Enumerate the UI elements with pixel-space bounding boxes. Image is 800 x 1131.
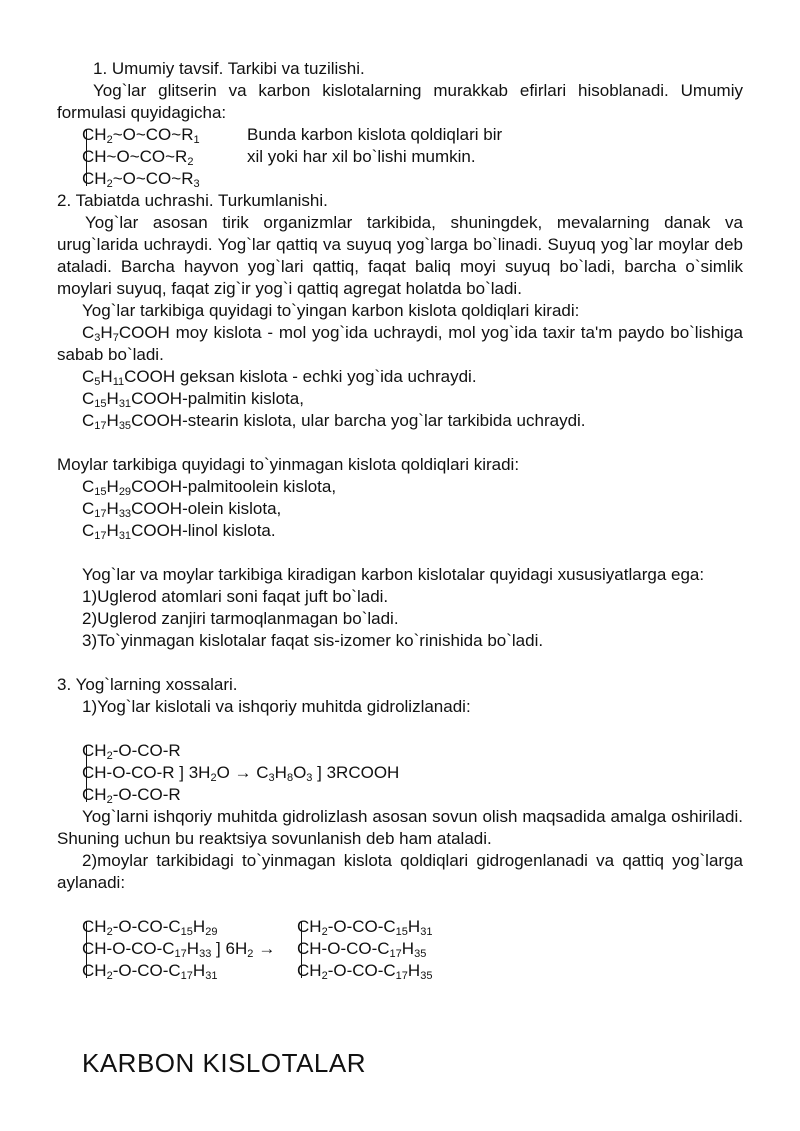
acid-palmitic: $C_{15}H_{31}COOH$-palmitin kislota, — [82, 389, 304, 410]
section-2-paragraph-2: Yog`lar tarkibiga quyidagi to`yingan karbon kislota qoldiqlari kiradi: — [82, 301, 580, 320]
acid-linoleic: $C_{17}H_{31}COOH$-linol kislota. — [82, 521, 276, 542]
chapter-heading: KARBON KISLOTALAR — [82, 1048, 366, 1078]
acid-butyric: $C_3H_7COOH$ moy kislota - mol yog`ida uchraydi, mol yog`ida taxir ta'm paydo bo`lishiga sabab bo`ladi. — [57, 323, 743, 364]
reaction-arrow: → — [258, 939, 276, 958]
section-2-title: 2. Tabiatda uchrashi. Turkumlanishi. — [57, 191, 328, 210]
acid-palmitoleic: $C_{15}H_{29}COOH$-palmitoolein kislota, — [82, 477, 337, 498]
reactant-line-3: $CH_2-O-CO-C_{17}H_{31}$ — [82, 961, 218, 982]
hydrolysis-line-2: CH-O-CO-R ] $3H_2O \to C_3H_8O_3$ ] 3RCOOH — [82, 763, 400, 784]
reactant-line-2: $CH-O-CO-C_{17}H_{33}$ ] $6H_2$ → — [82, 939, 276, 960]
acid-oleic: $C_{17}H_{33}COOH$-olein kislota, — [82, 499, 282, 520]
section-2-paragraph-3: Moylar tarkibiga quyidagi to`yinmagan kislota qoldiqlari kiradi: — [57, 455, 520, 474]
acid-stearic: $C_{17}H_{35}COOH$-stearin kislota, ular barcha yog`lar tarkibida uchraydi. — [82, 411, 586, 432]
formula-note-1: Bunda karbon kislota qoldiqlari bir — [247, 125, 503, 144]
formula-line-3: $CH_2\sim O\sim CO\sim R_3$ — [82, 169, 200, 190]
general-formula — [57, 124, 743, 190]
section-3-title: 3. Yog`larning xossalari. — [57, 675, 238, 694]
product-line-3: $CH_2-O-CO-C_{17}H_{35}$ — [297, 961, 433, 982]
hydrolysis-line-3: $CH_2-O-CO-R$ — [82, 785, 181, 806]
reactant-line-1: $CH_2-O-CO-C_{15}H_{29}$ — [82, 917, 218, 938]
section-1-paragraph: Yog`lar glitserin va karbon kislotalarning murakkab efirlari hisoblanadi. Umumiy formulasi quyidagicha: — [57, 81, 743, 122]
section-2-paragraph-4: Yog`lar va moylar tarkibiga kiradigan karbon kislotalar quyidagi xususiyatlarga ega: — [82, 565, 705, 584]
property-3: 3)To`yinmagan kislotalar faqat sis-izomer ko`rinishida bo`ladi. — [82, 631, 544, 650]
hydrolysis-equation — [57, 740, 743, 806]
formula-line-1: $CH_2\sim O\sim CO\sim R_1$ — [82, 125, 200, 146]
section-3-point-1: 1)Yog`lar kislotali va ishqoriy muhitda gidrolizlanadi: — [82, 697, 471, 716]
hydrolysis-line-1: $CH_2-O-CO-R$ — [82, 741, 181, 762]
section-2-paragraph-1: Yog`lar asosan tirik organizmlar tarkibida, shuningdek, mevalarning danak va urug`larida uchraydi. Yog`lar qattiq va suyuq yog`larga bo`linadi. Suyuq yog`lar moylar deb ataladi. Barcha hayvon yog`lari qattiq, faqat baliq moyi suyuq bo`ladi, barcha o`simlik moylari suyuq, faqat zig`ir yog`i qattiq agregat holatda bo`ladi. — [57, 213, 743, 298]
section-3-point-2: 2)moylar tarkibidagi to`yinmagan kislota qoldiqlari gidrogenlanadi va qattiq yog`larga aylanadi: — [57, 851, 743, 892]
section-1-title: 1. Umumiy tavsif. Tarkibi va tuzilishi. — [93, 59, 365, 78]
formula-line-2: $CH\sim O\sim CO\sim R_2$ — [82, 147, 194, 168]
formula-note-2: xil yoki har xil bo`lishi mumkin. — [247, 147, 476, 166]
product-line-1: $CH_2-O-CO-C_{15}H_{31}$ — [297, 917, 433, 938]
product-line-2: $CH-O-CO-C_{17}H_{35}$ — [297, 939, 427, 960]
property-2: 2)Uglerod zanjiri tarmoqlanmagan bo`ladi. — [82, 609, 399, 628]
document-page — [57, 58, 743, 982]
hydrogenation-equation — [57, 916, 743, 982]
property-1: 1)Uglerod atomlari soni faqat juft bo`ladi. — [82, 587, 389, 606]
acid-hexanoic: $C_5H_{11}COOH$ geksan kislota - echki yog`ida uchraydi. — [82, 367, 477, 388]
section-3-paragraph-1: Yog`larni ishqoriy muhitda gidrolizlash asosan sovun olish maqsadida amalga oshiriladi. Shuning uchun bu reaktsiya sovunlanish deb ham ataladi. — [57, 807, 743, 848]
